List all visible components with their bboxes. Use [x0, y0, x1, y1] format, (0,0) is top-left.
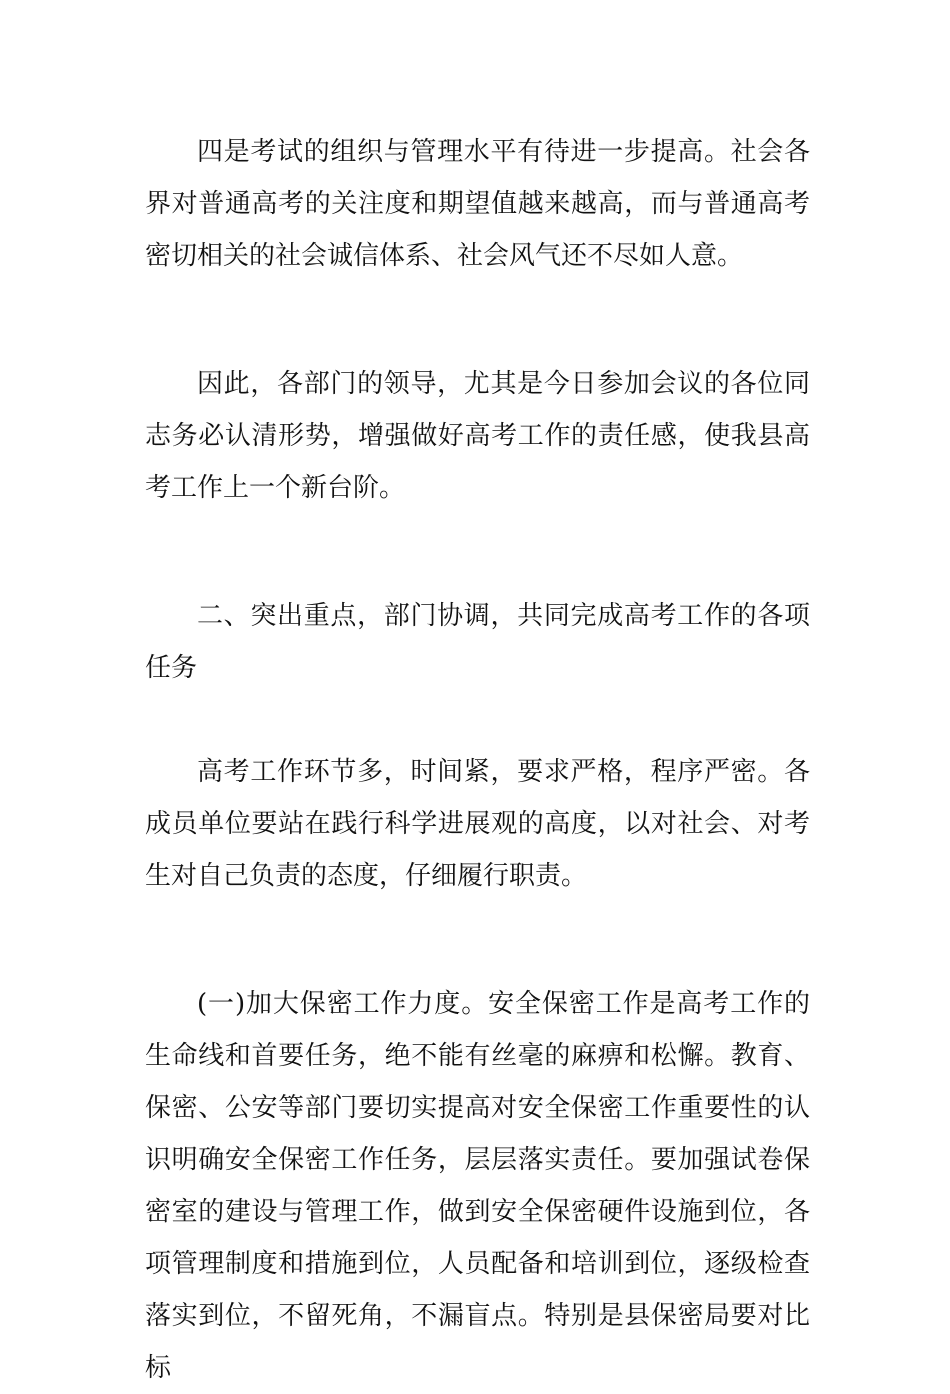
- paragraph-spacer: [145, 902, 810, 978]
- document-page: [145, 126, 810, 1394]
- paragraph-spacer: [145, 282, 810, 358]
- paragraph-spacer: [145, 694, 810, 746]
- section-heading: 二、突出重点，部门协调，共同完成高考工作的各项任务: [145, 601, 810, 683]
- paragraph-work-requirements: 高考工作环节多，时间紧，要求严格，程序严密。各成员单位要站在践行科学进展观的高度，以对社会、对考生对自己负责的态度，仔细履行职责。: [145, 757, 810, 891]
- paragraph-responsibility: 因此，各部门的领导，尤其是今日参加会议的各位同志务必认清形势，增强做好高考工作的责任感，使我县高考工作上一个新台阶。: [145, 369, 810, 503]
- paragraph-spacer: [145, 514, 810, 590]
- paragraph-confidentiality: (一)加大保密工作力度。安全保密工作是高考工作的生命线和首要任务，绝不能有丝毫的麻痹和松懈。教育、保密、公安等部门要切实提高对安全保密工作重要性的认识明确安全保密工作任务，层层落实责任。要加强试卷保密室的建设与管理工作，做到安全保密硬件设施到位，各项管理制度和措施到位，人员配备和培训到位，逐级检查落实到位，不留死角，不漏盲点。特别是县保密局要对比标: [145, 989, 810, 1383]
- paragraph-exam-management: 四是考试的组织与管理水平有待进一步提高。社会各界对普通高考的关注度和期望值越来越高，而与普通高考密切相关的社会诚信体系、社会风气还不尽如人意。: [145, 137, 810, 271]
